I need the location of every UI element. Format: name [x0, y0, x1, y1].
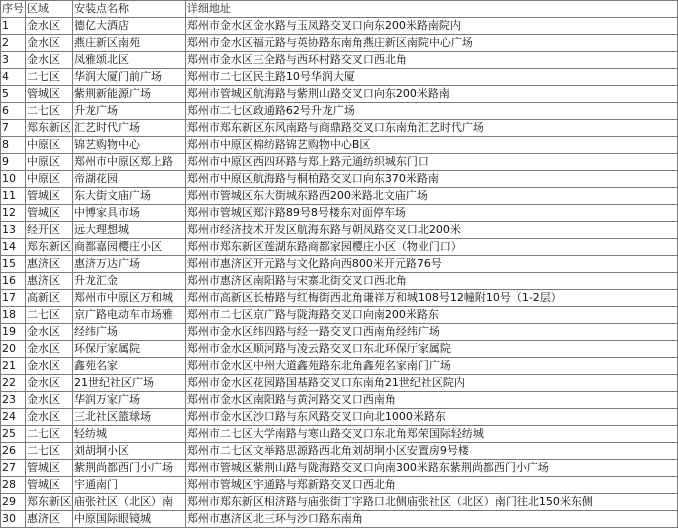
cell-no[interactable]: 21 [1, 358, 26, 375]
cell-address[interactable]: 郑州市管城区郑汴路89号8号楼东对面停车场 [185, 205, 677, 222]
cell-district[interactable]: 经开区 [26, 222, 73, 239]
table-row [1, 86, 678, 103]
cell-address[interactable]: 郑州市金水区金水路与玉凤路交叉口向东200米路南院内 [185, 18, 677, 35]
cell-address[interactable]: 郑州市管城区宇通路与郑新路交叉口西北角 [185, 477, 677, 494]
table-row [1, 324, 678, 341]
table-row [1, 358, 678, 375]
table-row [1, 52, 678, 69]
cell-no[interactable]: 26 [1, 443, 26, 460]
table-row [1, 171, 678, 188]
cell-district[interactable]: 金水区 [26, 392, 73, 409]
cell-no[interactable]: 20 [1, 341, 26, 358]
table-row [1, 273, 678, 290]
cell-address[interactable]: 郑州市经济技术开发区航海东路与朝凤路交叉口北200米 [185, 222, 677, 239]
cell-site[interactable]: 鑫苑名家 [73, 358, 186, 375]
cell-district[interactable]: 金水区 [26, 358, 73, 375]
cell-site[interactable]: 东大街文庙广场 [73, 188, 186, 205]
cell-district[interactable]: 惠济区 [26, 273, 73, 290]
table-row [1, 409, 678, 426]
cell-no[interactable]: 22 [1, 375, 26, 392]
cell-district[interactable]: 金水区 [26, 409, 73, 426]
cell-no[interactable]: 25 [1, 426, 26, 443]
cell-no[interactable]: 9 [1, 154, 26, 171]
cell-district[interactable]: 二七区 [26, 443, 73, 460]
cell-site[interactable]: 庙张社区（北区）南 [73, 494, 186, 511]
cell-site[interactable]: 京广路电动车市场雅 [73, 307, 186, 324]
table-row [1, 239, 678, 256]
cell-district[interactable]: 中原区 [26, 171, 73, 188]
cell-site[interactable]: 刘胡垌小区 [73, 443, 186, 460]
table-row [1, 477, 678, 494]
table-row [1, 35, 678, 52]
cell-no[interactable]: 13 [1, 222, 26, 239]
cell-no[interactable]: 12 [1, 205, 26, 222]
cell-no[interactable]: 1 [1, 18, 26, 35]
header-row [1, 1, 678, 18]
cell-no[interactable]: 15 [1, 256, 26, 273]
cell-district[interactable]: 管城区 [26, 205, 73, 222]
cell-address[interactable]: 郑州市惠济区北三环与沙口路东南角 [185, 511, 677, 528]
cell-no[interactable]: 14 [1, 239, 26, 256]
cell-no[interactable]: 16 [1, 273, 26, 290]
cell-address[interactable]: 郑州市金水区三全路与西环村路交叉口西北角 [185, 52, 677, 69]
cell-no[interactable]: 5 [1, 86, 26, 103]
cell-site[interactable]: 三北社区篮球场 [73, 409, 186, 426]
cell-no[interactable]: 7 [1, 120, 26, 137]
cell-site[interactable]: 中博家具市场 [73, 205, 186, 222]
cell-address[interactable]: 郑州市高新区长椿路与红梅街西北角谦祥万和城108号12幢附10号（1-2层） [185, 290, 677, 307]
cell-district[interactable]: 金水区 [26, 35, 73, 52]
table-row [1, 103, 678, 120]
header-address[interactable]: 详细地址 [185, 1, 677, 18]
cell-district[interactable]: 二七区 [26, 426, 73, 443]
cell-no[interactable]: 17 [1, 290, 26, 307]
cell-no[interactable]: 27 [1, 460, 26, 477]
cell-address[interactable]: 郑州市金水区花园路国基路交叉口东南角21世纪社区院内 [185, 375, 677, 392]
cell-district[interactable]: 金水区 [26, 341, 73, 358]
table-row [1, 18, 678, 35]
cell-district[interactable]: 郑东新区 [26, 239, 73, 256]
cell-address[interactable]: 郑州市金水区南阳路与黄河路交叉口西南角 [185, 392, 677, 409]
cell-address[interactable]: 郑州市中原区棉纺路锦艺购物中心B区 [185, 137, 677, 154]
cell-no[interactable]: 10 [1, 171, 26, 188]
cell-district[interactable]: 管城区 [26, 477, 73, 494]
cell-address[interactable]: 郑州市二七区政通路62号升龙广场 [185, 103, 677, 120]
cell-district[interactable]: 管城区 [26, 188, 73, 205]
cell-site[interactable]: 燕庄新区南苑 [73, 35, 186, 52]
cell-no[interactable]: 18 [1, 307, 26, 324]
cell-district[interactable]: 中原区 [26, 154, 73, 171]
cell-district[interactable]: 二七区 [26, 103, 73, 120]
cell-district[interactable]: 中原区 [26, 137, 73, 154]
cell-no[interactable]: 11 [1, 188, 26, 205]
table-body [1, 1, 678, 528]
cell-address[interactable]: 郑州市金水区中州大道鑫苑路东北角鑫苑名家南门广场 [185, 358, 677, 375]
table-row [1, 69, 678, 86]
table-row [1, 460, 678, 477]
table-row [1, 290, 678, 307]
header-no[interactable]: 序号 [1, 1, 26, 18]
table-row [1, 443, 678, 460]
cell-site[interactable]: 紫荆尚都西门小广场 [73, 460, 186, 477]
cell-district[interactable]: 金水区 [26, 324, 73, 341]
cell-address[interactable]: 郑州市二七区大学南路与寒山路交叉口东北角郑荣国际轻纺城 [185, 426, 677, 443]
table-row [1, 511, 678, 528]
table-row [1, 154, 678, 171]
table-row [1, 222, 678, 239]
cell-district[interactable]: 高新区 [26, 290, 73, 307]
cell-site[interactable]: 汇艺时代广场 [73, 120, 186, 137]
header-site[interactable]: 安装点名称 [73, 1, 186, 18]
cell-site[interactable]: 21世纪社区广场 [73, 375, 186, 392]
cell-site[interactable]: 郑州市中原区万和城 [73, 290, 186, 307]
table-row [1, 341, 678, 358]
table-row [1, 256, 678, 273]
cell-address[interactable]: 郑州市中原区西四环路与郑上路元通纺织城东门口 [185, 154, 677, 171]
table-row [1, 205, 678, 222]
cell-no[interactable]: 19 [1, 324, 26, 341]
cell-district[interactable]: 惠济区 [26, 511, 73, 528]
cell-address[interactable]: 郑州市郑东新区相济路与庙张街丁字路口北侧庙张社区（北区）南门往北150米东侧 [185, 494, 677, 511]
cell-district[interactable]: 管城区 [26, 460, 73, 477]
cell-address[interactable]: 郑州市二七区文举路思源路西北角刘胡垌小区安置房9号楼 [185, 443, 677, 460]
cell-site[interactable]: 凤雅颂北区 [73, 52, 186, 69]
cell-no[interactable]: 8 [1, 137, 26, 154]
cell-site[interactable]: 环保厅家属院 [73, 341, 186, 358]
cell-address[interactable]: 郑州市郑东新区莲湖东路商都家园樱庄小区（物业门口） [185, 239, 677, 256]
cell-district[interactable]: 二七区 [26, 307, 73, 324]
cell-district[interactable]: 金水区 [26, 52, 73, 69]
cell-no[interactable]: 28 [1, 477, 26, 494]
cell-district[interactable]: 管城区 [26, 86, 73, 103]
cell-site[interactable]: 中原国际眼镜城 [73, 511, 186, 528]
cell-district[interactable]: 金水区 [26, 18, 73, 35]
cell-address[interactable]: 郑州市郑东新区东风南路与商鼎路交叉口东南角汇艺时代广场 [185, 120, 677, 137]
cell-address[interactable]: 郑州市管城区紫荆山路与陇海路交叉口向南300米路东紫荆尚都西门小广场 [185, 460, 677, 477]
cell-no[interactable]: 30 [1, 511, 26, 528]
table-row [1, 375, 678, 392]
cell-no[interactable]: 3 [1, 52, 26, 69]
cell-site[interactable]: 紫荆新能源广场 [73, 86, 186, 103]
table-row [1, 494, 678, 511]
cell-district[interactable]: 惠济区 [26, 256, 73, 273]
cell-address[interactable]: 郑州市金水区纬四路与经一路交叉口西南角经纬广场 [185, 324, 677, 341]
cell-site[interactable]: 远大理想城 [73, 222, 186, 239]
cell-site[interactable]: 华润万家广场 [73, 392, 186, 409]
table-row [1, 392, 678, 409]
cell-site[interactable]: 经纬广场 [73, 324, 186, 341]
cell-address[interactable]: 郑州市惠济区南阳路与宋寨北街交叉口西北角 [185, 273, 677, 290]
table-row [1, 307, 678, 324]
cell-address[interactable]: 郑州市管城区航海路与紫荆山路交叉口向东200米路南 [185, 86, 677, 103]
cell-site[interactable]: 轻纺城 [73, 426, 186, 443]
cell-address[interactable]: 郑州市惠济区开元路与文化路向西800米开元路76号 [185, 256, 677, 273]
header-district[interactable]: 区域 [26, 1, 73, 18]
cell-district[interactable]: 二七区 [26, 69, 73, 86]
table-row [1, 120, 678, 137]
cell-site[interactable]: 德亿大酒店 [73, 18, 186, 35]
cell-district[interactable]: 郑东新区 [26, 494, 73, 511]
cell-site[interactable]: 锦艺购物中心 [73, 137, 186, 154]
cell-no[interactable]: 24 [1, 409, 26, 426]
table-row [1, 426, 678, 443]
cell-no[interactable]: 2 [1, 35, 26, 52]
cell-address[interactable]: 郑州市金水区沙口路与东风路交叉口向北1000米路东 [185, 409, 677, 426]
cell-no[interactable]: 4 [1, 69, 26, 86]
cell-site[interactable]: 升龙汇金 [73, 273, 186, 290]
cell-address[interactable]: 郑州市中原区航海路与桐柏路交叉口向东370米路南 [185, 171, 677, 188]
cell-district[interactable]: 金水区 [26, 375, 73, 392]
table-row [1, 188, 678, 205]
cell-site[interactable]: 惠济万达广场 [73, 256, 186, 273]
cell-address[interactable]: 郑州市管城区东大街城东路西200米路北文庙广场 [185, 188, 677, 205]
cell-address[interactable]: 郑州市金水区福元路与英协路东南角燕庄新区南院中心广场 [185, 35, 677, 52]
cell-no[interactable]: 29 [1, 494, 26, 511]
table-row [1, 137, 678, 154]
cell-address[interactable]: 郑州市二七区民主路10号华润大厦 [185, 69, 677, 86]
cell-site[interactable]: 升龙广场 [73, 103, 186, 120]
cell-address[interactable]: 郑州市金水区顺河路与凌云路交叉口东北环保厅家属院 [185, 341, 677, 358]
cell-site[interactable]: 华润大厦门前广场 [73, 69, 186, 86]
cell-address[interactable]: 郑州市二七区京广路与陇海路交叉口向南200米路东 [185, 307, 677, 324]
cell-site[interactable]: 郑州市中原区郑上路 [73, 154, 186, 171]
cell-no[interactable]: 23 [1, 392, 26, 409]
cell-no[interactable]: 6 [1, 103, 26, 120]
cell-district[interactable]: 郑东新区 [26, 120, 73, 137]
cell-site[interactable]: 帝湖花园 [73, 171, 186, 188]
cell-site[interactable]: 商都嘉园樱庄小区 [73, 239, 186, 256]
cell-site[interactable]: 宇通南门 [73, 477, 186, 494]
